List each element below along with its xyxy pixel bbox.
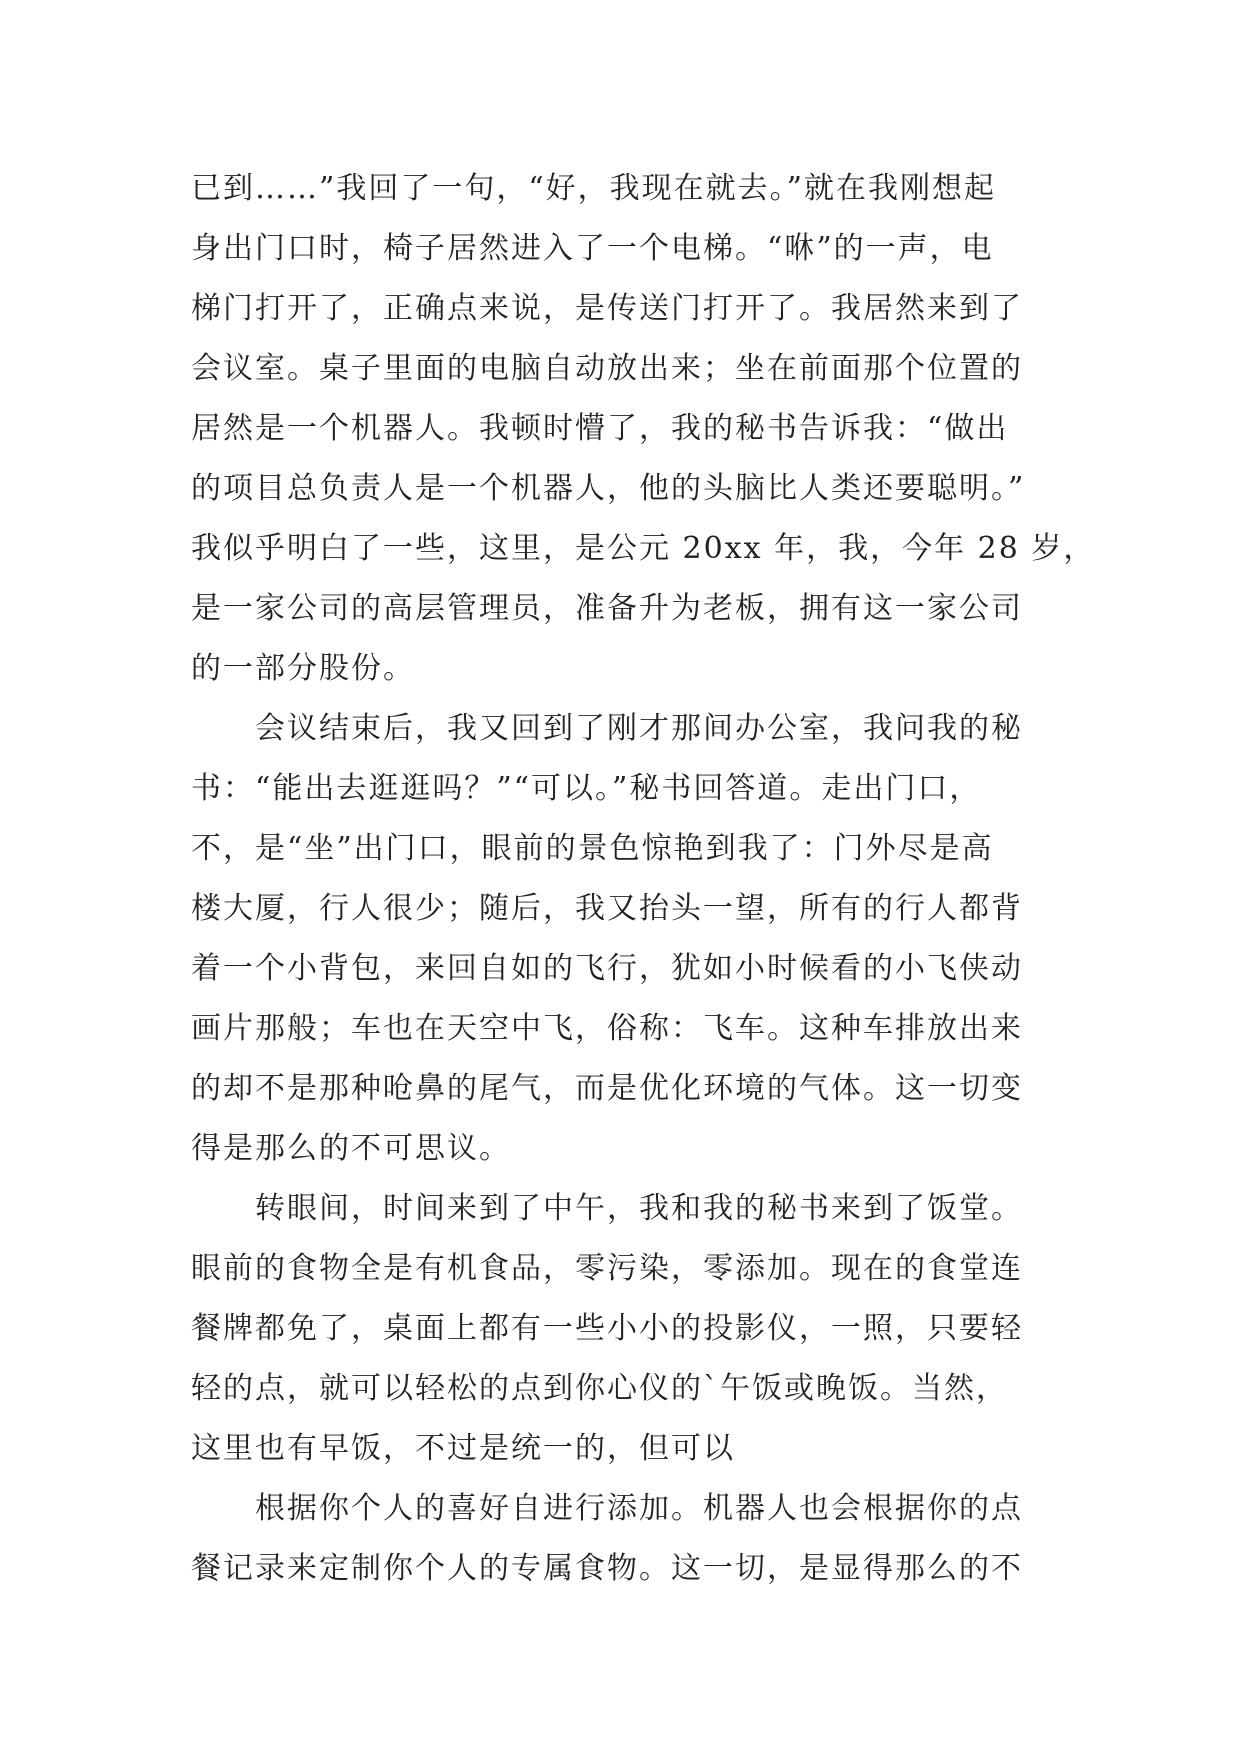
text-line: 居然是一个机器人。我顿时懵了，我的秘书告诉我：“做出 xyxy=(191,411,1009,446)
text-line: 着一个小背包，来回自如的飞行，犹如小时候看的小飞侠动 xyxy=(191,951,1023,986)
body-text xyxy=(191,159,1096,1599)
text-line: 会议结束后，我又回到了刚才那间办公室，我问我的秘 xyxy=(255,711,1023,746)
text-line: 身出门口时，椅子居然进入了一个电梯。“咻”的一声，电 xyxy=(191,231,994,266)
text-line: 根据你个人的喜好自进行添加。机器人也会根据你的点 xyxy=(255,1491,1023,1526)
text-line: 楼大厦，行人很少；随后，我又抬头一望，所有的行人都背 xyxy=(191,891,1023,926)
text-line: 我似乎明白了一些，这里，是公元 20xx 年，我，今年 28 岁， xyxy=(191,531,1096,566)
text-line: 餐记录来定制你个人的专属食物。这一切，是显得那么的不 xyxy=(191,1551,1023,1586)
text-line: 是一家公司的高层管理员，准备升为老板，拥有这一家公司 xyxy=(191,591,1023,626)
text-line: 会议室。桌子里面的电脑自动放出来；坐在前面那个位置的 xyxy=(191,351,1023,386)
text-line: 的却不是那种呛鼻的尾气，而是优化环境的气体。这一切变 xyxy=(191,1071,1023,1106)
text-line: 不，是“坐”出门口，眼前的景色惊艳到我了：门外尽是高 xyxy=(191,831,994,866)
text-line: 转眼间，时间来到了中午，我和我的秘书来到了饭堂。 xyxy=(255,1191,1023,1226)
text-line: 已到……”我回了一句，“好，我现在就去。”就在我刚想起 xyxy=(191,171,997,206)
text-line: 梯门打开了，正确点来说，是传送门打开了。我居然来到了 xyxy=(191,291,1023,326)
text-line: 轻的点，就可以轻松的点到你心仪的`午饭或晚饭。当然， xyxy=(191,1371,1008,1406)
text-line: 得是那么的不可思议。 xyxy=(191,1131,511,1166)
text-line: 画片那般；车也在天空中飞，俗称：飞车。这种车排放出来 xyxy=(191,1011,1023,1046)
text-line: 餐牌都免了，桌面上都有一些小小的投影仪，一照，只要轻 xyxy=(191,1311,1023,1346)
text-line: 的项目总负责人是一个机器人，他的头脑比人类还要聪明。” xyxy=(191,471,1026,506)
text-line: 的一部分股份。 xyxy=(191,651,415,686)
text-line: 这里也有早饭，不过是统一的，但可以 xyxy=(191,1431,735,1466)
text-line: 眼前的食物全是有机食品，零污染，零添加。现在的食堂连 xyxy=(191,1251,1023,1286)
text-line: 书：“能出去逛逛吗？”“可以。”秘书回答道。走出门口， xyxy=(191,771,982,806)
